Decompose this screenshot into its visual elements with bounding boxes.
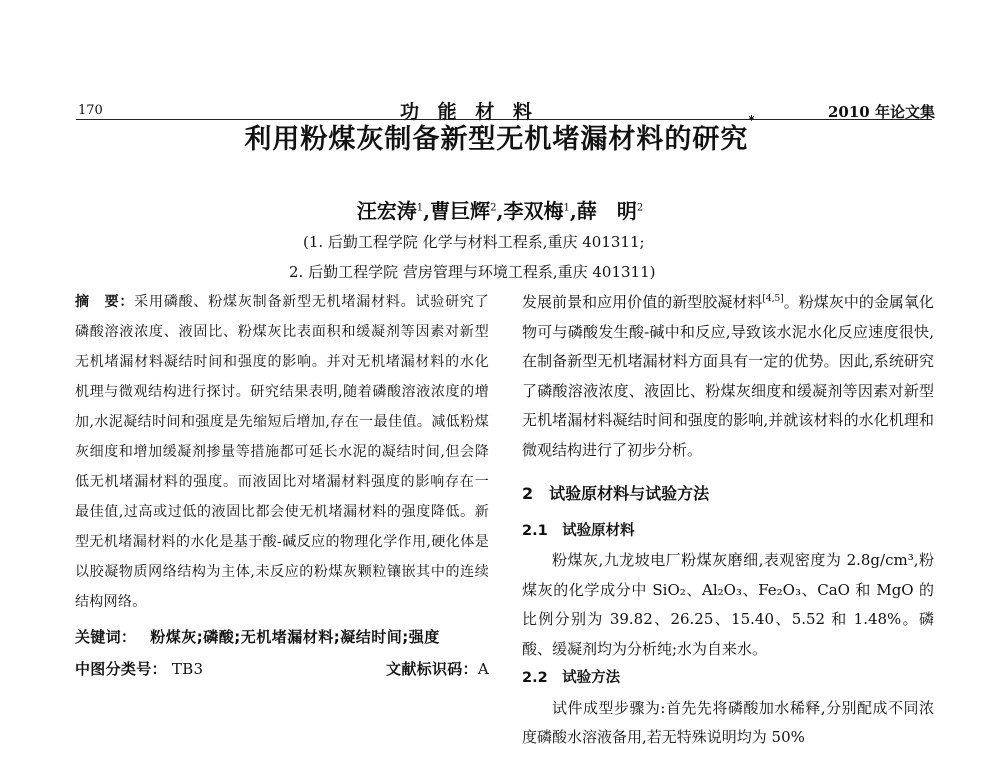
author: 汪宏涛 [356,199,417,223]
section-heading: 2 试验原材料与试验方法 [522,484,710,503]
collection-label: 2010 年论文集 [828,103,935,121]
author-affil-mark: 1 [416,202,424,214]
clc-label: 中图分类号： [75,660,167,678]
intro-paragraph [522,285,934,465]
affiliation-2: 2. 后勤工程学院 营房管理与环境工程系,重庆 401311) [289,263,656,281]
paper-title [0,113,1000,156]
keywords-text: 粉煤灰;磷酸;无机堵漏材料;凝结时间;强度 [150,628,440,646]
author-affil-mark: 2 [490,202,497,214]
abstract [75,287,489,617]
author: 曹巨辉 [430,199,491,223]
title-footnote-mark: * [748,113,756,127]
subsection-heading: 2.2 试验方法 [522,670,621,686]
author-affil-mark: 1 [563,202,570,214]
keywords [75,622,489,652]
author-list: 汪宏涛$^1$,曹巨辉$^2$,李双梅$^1$,薛 明$^2$ [356,199,644,223]
affiliation-1: (1. 后勤工程学院 化学与材料工程系,重庆 401311; [303,233,645,251]
doc-code-label: 文献标识码： [386,660,478,678]
title-text: 利用粉煤灰制备新型无机堵漏材料的研究 [244,124,749,155]
clc-value: TB3 [171,660,204,678]
method-paragraph: 试件成型步骤为:首先先将磷酸加水稀释,分别配成不同浓度磷酸水溶液备用,若无特殊说明均为 50% [522,698,934,746]
subsection-heading: 2.1 试验原材料 [522,522,635,539]
author: 薛 明 [576,199,637,223]
classification-row [75,654,489,684]
abstract-column [75,287,489,684]
keywords-label: 关键词： [75,628,137,646]
materials-paragraph: 粉煤灰,九龙坡电厂粉煤灰磨细,表观密度为 2.8g/cm³,粉煤灰的化学成分中 SiO₂、Al₂O₃、Fe₂O₃、CaO 和 MgO 的比例分别为 39.82、26.25、15.40、5.52 和 1.48%。磷酸、缓凝剂均为分析纯;水为自来水。 [522,551,934,658]
abstract-label: 摘 要： [75,294,135,310]
citation-ref: [4,5] [762,294,784,304]
journal-name: 功 能 材 料 [400,101,538,123]
intro-text-b: 。粉煤灰中的金属氧化物可与磷酸发生酸-碱中和反应,导致该水泥水化反应速度很快,在制备新型无机堵漏材料方面具有一定的优势。因此,系统研究了磷酸溶液浓度、液固比、粉煤灰细度和缓凝剂等因素对新型无机堵漏材料凝结时间和强度的影响,并就该材料的水化机理和微观结构进行了初步分析。 [522,293,934,459]
author-affil-mark: 2 [636,202,644,214]
author: 李双梅 [503,199,564,223]
body-column [522,285,934,754]
doc-code-value: A [477,660,489,678]
intro-text-a: 发展前景和应用价值的新型胶凝材料 [522,293,763,311]
abstract-text: 采用磷酸、粉煤灰制备新型无机堵漏材料。试验研究了磷酸溶液浓度、液固比、粉煤灰比表面积和缓凝剂等因素对新型无机堵漏材料凝结时间和强度的影响。并对无机堵漏材料的水化机理与微观结构进行探讨。研究结果表明,随着磷酸溶液浓度的增加,水泥凝结时间和强度是先缩短后增加,存在一最佳值。减低粉煤灰细度和增加缓凝剂掺量等措施都可延长水泥的凝结时间,但会降低无机堵漏材料的强度。而液固比对堵漏材料强度的影响存在一最佳值,过高或过低的液固比都会使无机堵漏材料的强度降低。新型无机堵漏材料的水化是基于酸-碱反应的物理化学作用,硬化体是以胶凝物质网络结构为主体,未反应的粉煤灰颗粒镶嵌其中的连续结构网络。 [75,294,489,610]
page-number: 170 [78,103,103,118]
